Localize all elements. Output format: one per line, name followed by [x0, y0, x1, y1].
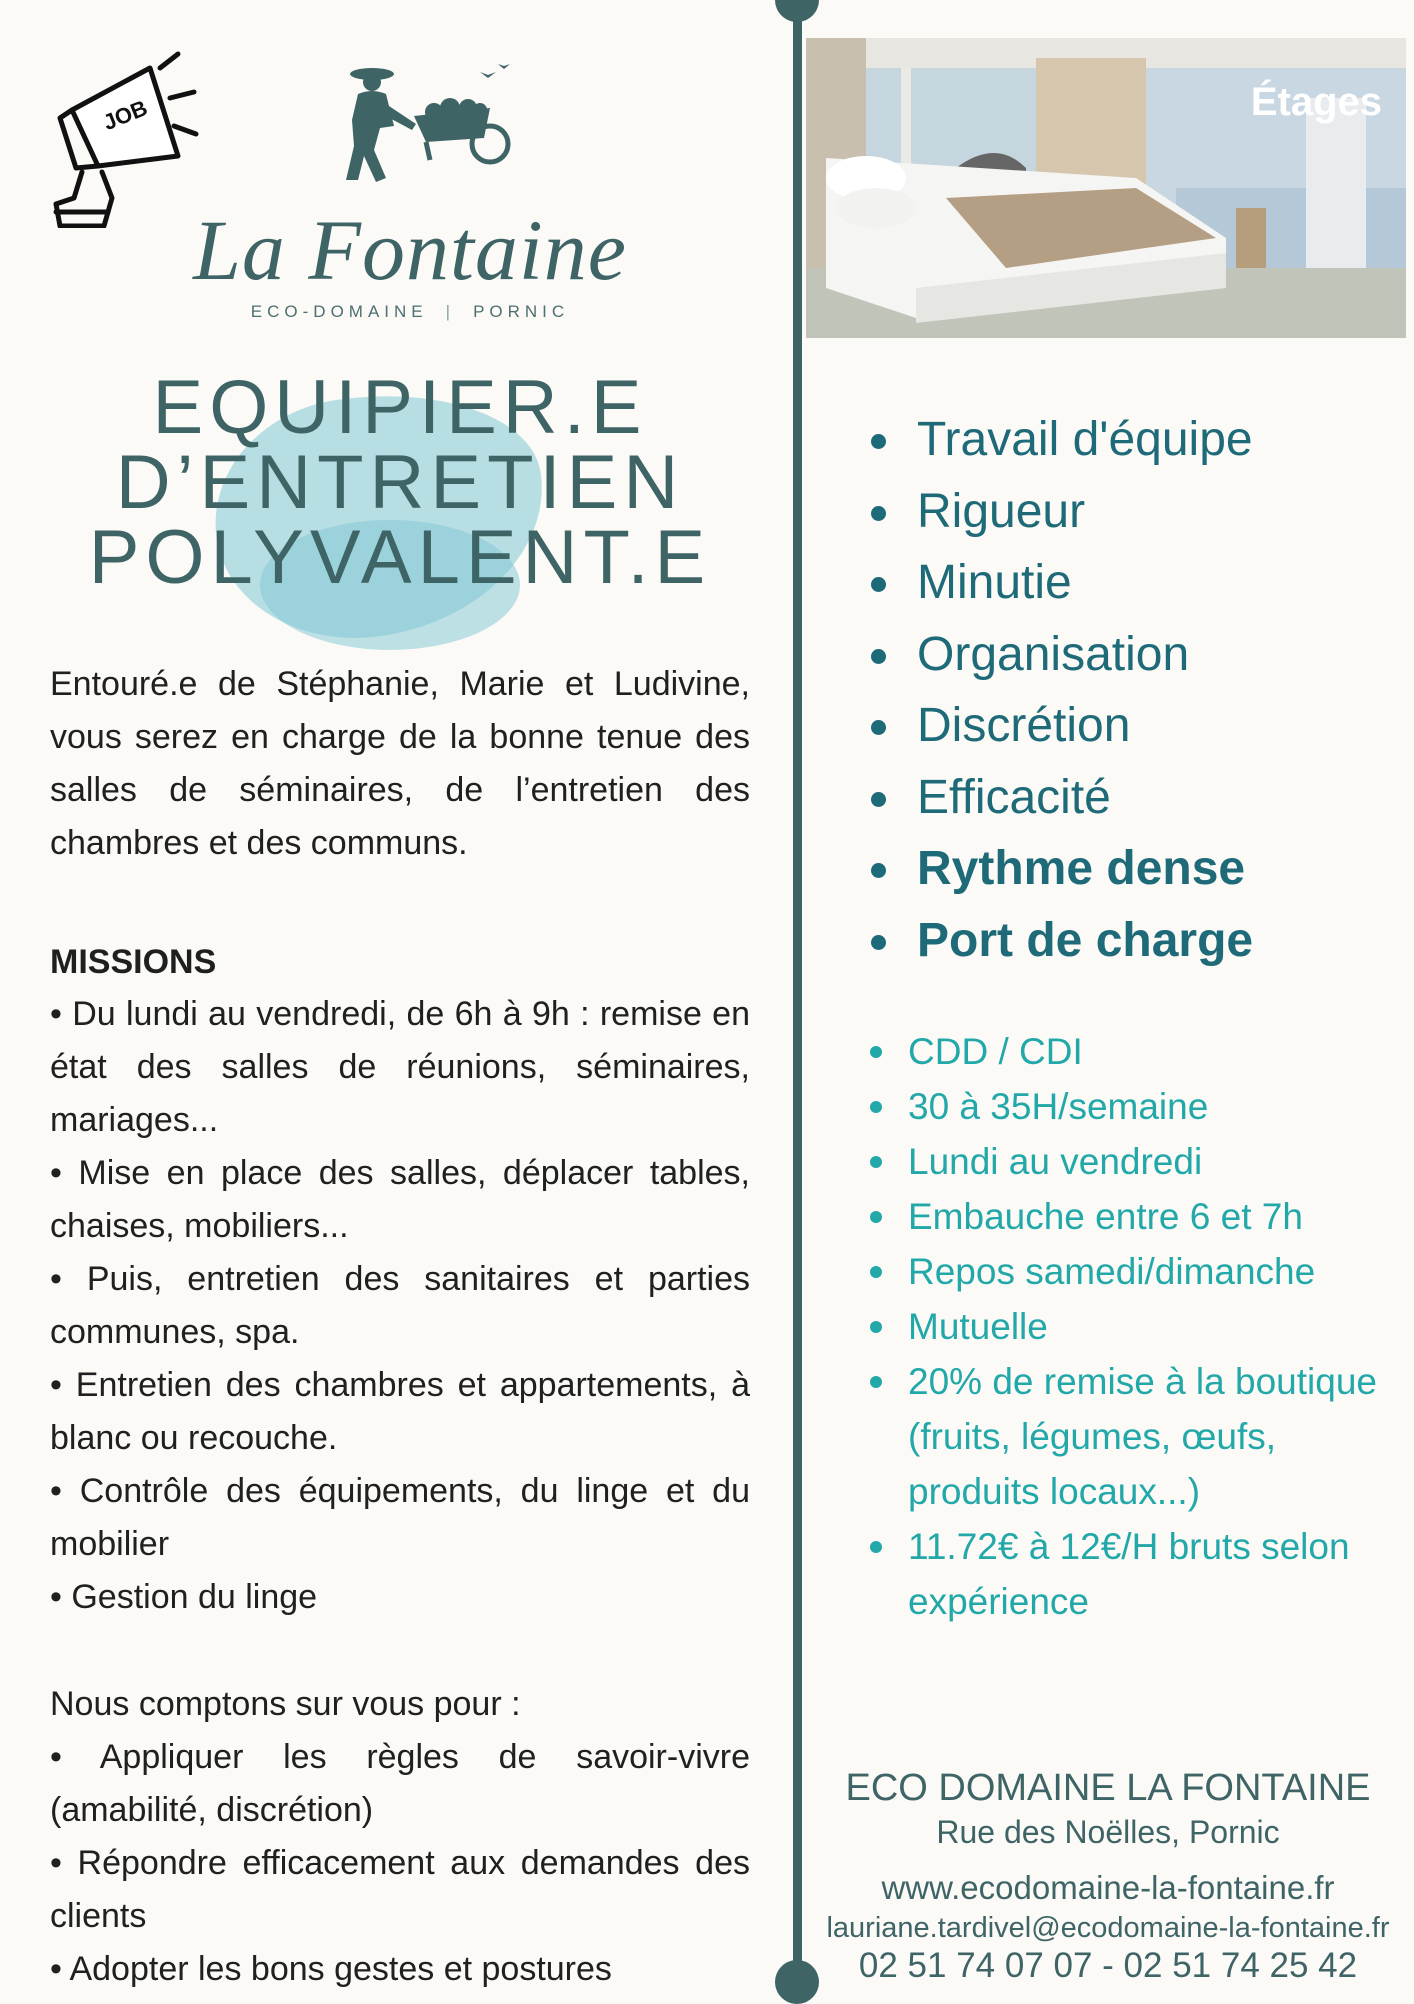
bedroom-photo — [806, 38, 1406, 338]
job-title-line: POLYVALENT.E — [88, 515, 712, 600]
qualities-list — [865, 404, 1253, 976]
missions-heading: MISSIONS — [50, 943, 217, 981]
condition-item: 20% de remise à la boutique (fruits, légumes, œufs, produits locaux...) — [865, 1354, 1405, 1519]
contact-website-link[interactable]: www.ecodomaine-la-fontaine.fr — [881, 1869, 1335, 1906]
quality-item: Discrétion — [865, 690, 1253, 762]
brand-sub-left: ECO-DOMAINE — [250, 302, 428, 321]
condition-item: 30 à 35H/semaine — [865, 1079, 1405, 1134]
quality-item: Rythme dense — [865, 833, 1253, 905]
job-badge-text: JOB — [99, 94, 151, 136]
quality-item: Port de charge — [865, 905, 1253, 977]
mission-item: • Du lundi au vendredi, de 6h à 9h : remise en état des salles de réunions, séminaires, mariages... — [50, 995, 750, 1139]
photo-label: Étages — [1250, 80, 1382, 124]
intro-paragraph: Entouré.e de Stéphanie, Marie et Ludivine, vous serez en charge de la bonne tenue des salles de séminaires, de l’entretien des chambres et des communs. — [50, 665, 750, 862]
brand-sub-right: PORNIC — [473, 302, 570, 321]
mission-item: • Entretien des chambres et appartements, à blanc ou recouche. — [50, 1366, 750, 1457]
vertical-divider — [793, 0, 802, 2000]
condition-item: Lundi au vendredi — [865, 1134, 1405, 1189]
expectation-item: • Répondre efficacement aux demandes des clients — [50, 1844, 750, 1935]
job-title-line: D’ENTRETIEN — [115, 440, 685, 525]
brand-subtitle — [200, 302, 620, 322]
condition-item: Repos samedi/dimanche — [865, 1244, 1405, 1299]
condition-item: Embauche entre 6 et 7h — [865, 1189, 1405, 1244]
quality-item: Rigueur — [865, 476, 1253, 548]
contact-address: Rue des Noëlles, Pornic — [936, 1814, 1280, 1850]
quality-item: Organisation — [865, 619, 1253, 691]
expectations-heading: Nous comptons sur vous pour : — [50, 1685, 521, 1723]
missions-list — [50, 988, 750, 1624]
brand-name: La Fontaine — [193, 202, 627, 298]
conditions-list — [865, 1024, 1405, 1629]
expectations-list — [50, 1678, 750, 1996]
job-title-line: EQUIPIER.E — [152, 365, 648, 450]
quality-item: Travail d'équipe — [865, 404, 1253, 476]
condition-item: Mutuelle — [865, 1299, 1405, 1354]
contact-name: ECO DOMAINE LA FONTAINE — [845, 1767, 1371, 1809]
contact-email-link[interactable]: lauriane.tardivel@ecodomaine-la-fontaine.fr — [826, 1912, 1390, 1944]
logo-gardener-icon — [330, 60, 530, 190]
brand-sub-separator: | — [445, 302, 456, 321]
mission-item: • Puis, entretien des sanitaires et parties communes, spa. — [50, 1260, 750, 1351]
mission-item: • Gestion du linge — [50, 1578, 318, 1616]
contact-phone[interactable]: 02 51 74 07 07 - 02 51 74 25 42 — [858, 1946, 1358, 1985]
contact-block — [808, 1764, 1408, 1986]
expectation-item: • Appliquer les règles de savoir-vivre (amabilité, discrétion) — [50, 1738, 750, 1829]
quality-item: Efficacité — [865, 762, 1253, 834]
quality-item: Minutie — [865, 547, 1253, 619]
expectation-item: • Adopter les bons gestes et postures — [50, 1950, 612, 1988]
job-title — [30, 365, 770, 600]
mission-item: • Contrôle des équipements, du linge et du mobilier — [50, 1472, 750, 1563]
condition-item: CDD / CDI — [865, 1024, 1405, 1079]
condition-item: 11.72€ à 12€/H bruts selon expérience — [865, 1519, 1405, 1629]
mission-item: • Mise en place des salles, déplacer tables, chaises, mobiliers... — [50, 1154, 750, 1245]
